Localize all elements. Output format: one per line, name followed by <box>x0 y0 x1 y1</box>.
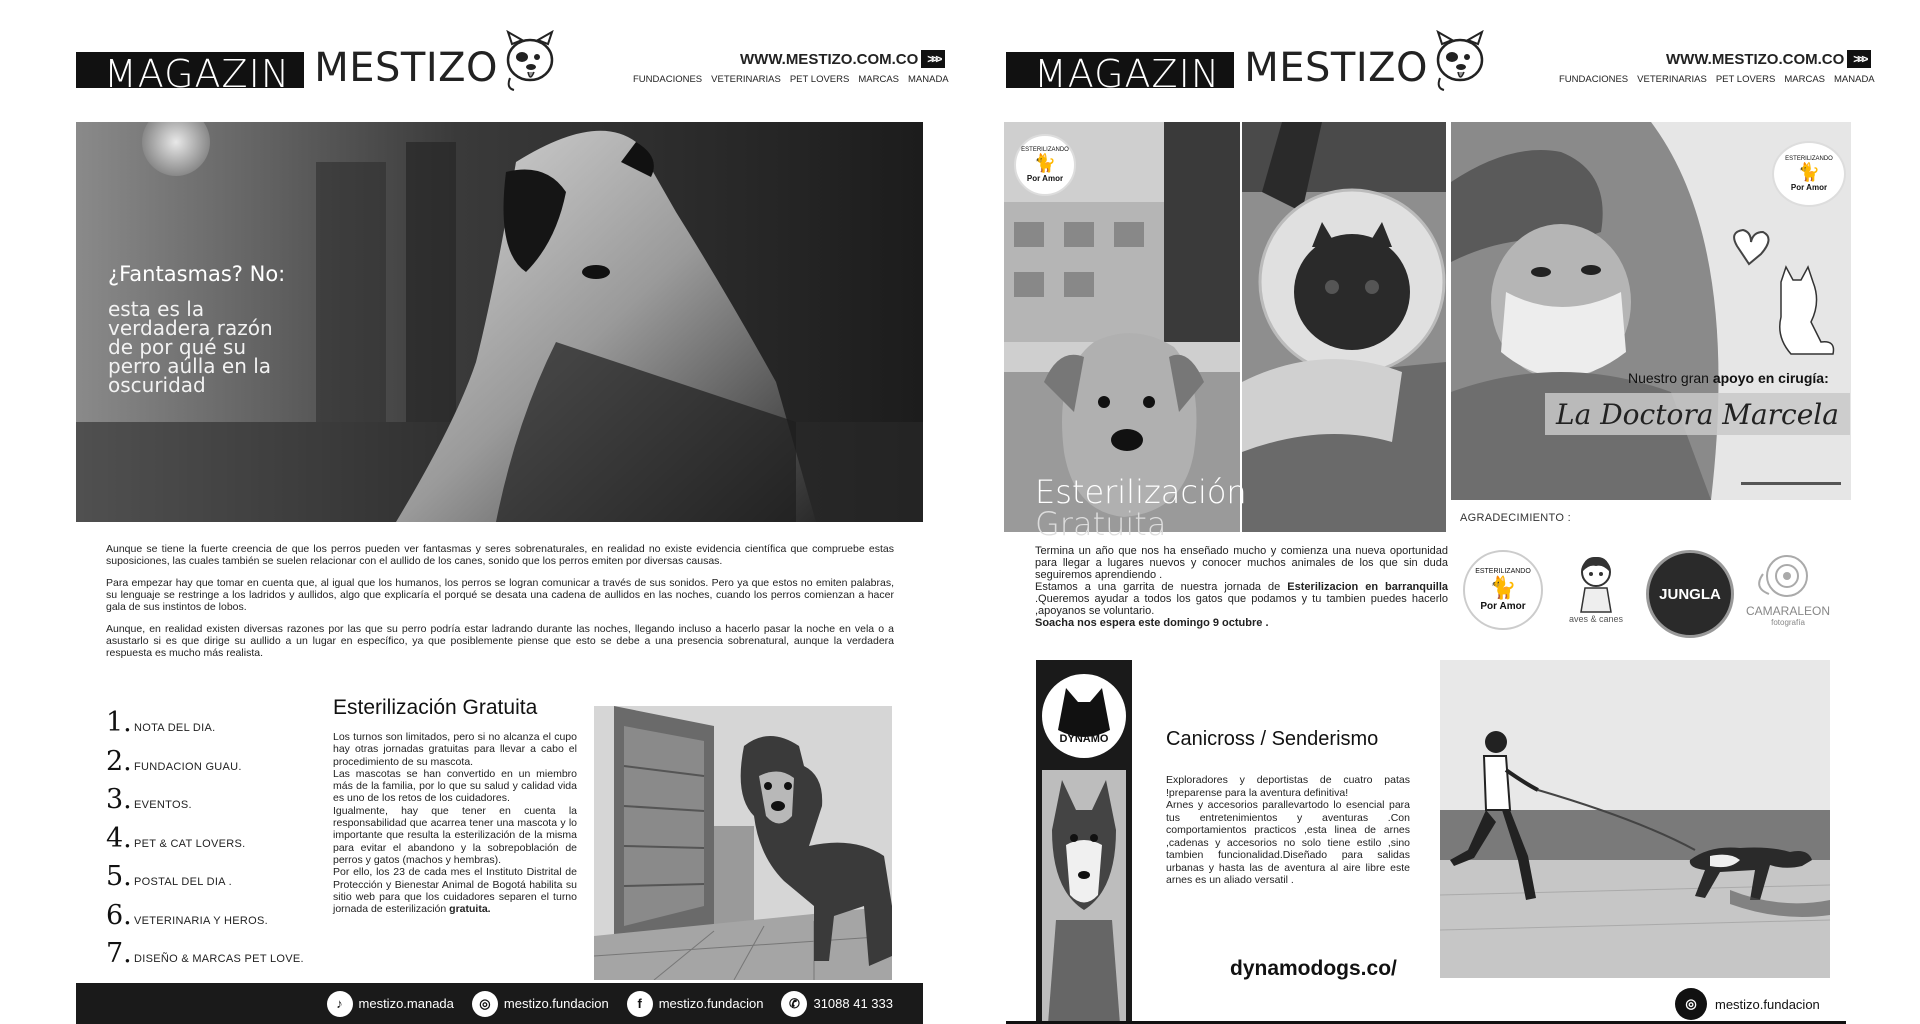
magazin-label: MAGAZIN <box>1006 52 1234 88</box>
sponsor-camaraleon-logo[interactable] <box>1736 548 1840 632</box>
aves-canes-text: aves & canes <box>1568 614 1624 624</box>
nav-marcas[interactable]: MARCAS <box>1784 74 1825 85</box>
list-item[interactable] <box>106 784 304 823</box>
masthead <box>1006 45 1488 91</box>
arrow-icon: >>> <box>921 50 945 68</box>
nav-manada[interactable]: MANADA <box>908 74 949 85</box>
doctor-caption-b: apoyo en cirugía: <box>1712 370 1829 386</box>
list-number: 1. <box>106 707 132 738</box>
beach-running-photo <box>1440 660 1830 978</box>
footer-social-bar <box>76 983 923 1024</box>
esterilizacion-right-p2 <box>1035 581 1448 617</box>
whatsapp-number: 31088 41 333 <box>813 996 893 1011</box>
list-number: 5. <box>106 861 132 892</box>
list-item[interactable] <box>106 861 304 900</box>
list-item[interactable] <box>106 823 304 862</box>
esterilizacion-p1: Los turnos son limitados, pero si no alcanza el cupo hay otras jornadas gratuitas para llevar a cabo el procedimiento de su mascota. <box>333 731 577 768</box>
nav-fundaciones[interactable]: FUNDACIONES <box>633 74 703 85</box>
list-item[interactable] <box>106 746 304 785</box>
list-item[interactable] <box>106 900 304 939</box>
tiktok-link[interactable] <box>327 991 454 1017</box>
instagram-link[interactable] <box>472 991 609 1017</box>
hero-question <box>108 262 285 286</box>
esterilizacion-right-p3: Soacha nos espera este domingo 9 octubre . <box>1035 617 1269 629</box>
dynamo-website-link[interactable]: dynamodogs.co/ <box>1230 957 1397 980</box>
badge-bottom-text: Por Amor <box>1480 601 1526 612</box>
instagram-link[interactable] <box>1675 988 1820 1020</box>
site-url-text: WWW.MESTIZO.COM.CO <box>1666 50 1845 68</box>
hero-subtitle: esta es la verdadera razón de por qué su perro aúlla en la oscuridad <box>108 297 273 397</box>
cat-icon: 🐈 <box>1489 575 1517 600</box>
street-dog-photo <box>594 706 892 980</box>
badge-top-text: ESTERILIZANDO <box>1475 568 1531 575</box>
hero-question-bold: ¿Fantasmas? <box>108 262 243 286</box>
esterilizacion-title: Esterilización Gratuita <box>333 696 538 719</box>
doctor-caption-a: Nuestro gran <box>1628 370 1713 386</box>
camaraleon-text: CAMARALEON <box>1745 603 1831 618</box>
nav-marcas[interactable]: MARCAS <box>858 74 899 85</box>
jungla-text: JUNGLA <box>1659 585 1721 603</box>
tiktok-icon: ♪ <box>327 991 353 1017</box>
list-label: FUNDACION GUAU. <box>134 760 242 773</box>
list-label: DISEÑO & MARCAS PET LOVE. <box>134 953 304 965</box>
tiktok-handle: mestizo.manada <box>358 996 454 1011</box>
esterilizacion-p4a: Por ello, los 23 de cada mes el Instituto Distrital de Protección y Bienestar Animal de Bogotá habilita su sitio web para que los cuidadores separen el turno jornada de esterilización <box>333 866 577 916</box>
list-number: 6. <box>106 899 132 931</box>
site-url[interactable] <box>1666 50 1871 68</box>
esterilizacion-p2: Las mascotas se han convertido en un miembro más de la familia, por lo que su salud y calidad vida es uno de los retos de los cuidadores. <box>333 767 577 805</box>
canicross-text <box>1166 774 1410 887</box>
dog-logo-icon <box>1432 30 1488 92</box>
esterilizacion-p3: Igualmente, hay que tener en cuenta la responsabilidad que acarrea tener una mascota y lo importante que resulta la esterilización de la misma para evitar el abandono y la sobrepoblación de perros y gatos (machos y hembras). <box>333 804 577 866</box>
instagram-icon: ◎ <box>1675 988 1707 1020</box>
masthead <box>76 45 558 91</box>
badge-bottom-text: Por Amor <box>1790 183 1828 192</box>
top-nav <box>1559 74 1875 85</box>
esterilizacion-right-p2b: Esterilizacion en barranquilla <box>1287 581 1449 593</box>
doctor-caption <box>1628 370 1829 386</box>
doctor-name: La Doctora Marcela <box>1545 393 1850 435</box>
article-paragraph-3: Aunque, en realidad existen diversas razones por las que su perro podría estar ladrando durante las noches, llegando incluso a hacerlo pasar la noche en vela o a asustarlo si es que dirige su aullido a un lugar en específico, ya que posiblemente piense que esto se debe a una presencia sobrenatural, aunque la verdadera respuesta es mucho más realista. <box>106 623 894 659</box>
dog-logo-icon <box>502 30 558 92</box>
cat-icon: 🐈 <box>1033 153 1057 173</box>
agradecimiento-label: AGRADECIMIENTO : <box>1460 512 1571 524</box>
nav-pet-lovers[interactable]: PET LOVERS <box>1715 74 1776 85</box>
esterilizacion-p4b: gratuita. <box>449 903 491 916</box>
instagram-handle: mestizo.fundacion <box>503 996 609 1011</box>
esterilizacion-text <box>333 731 577 915</box>
mestizo-label: MESTIZO <box>314 45 499 91</box>
list-number: 3. <box>106 784 132 815</box>
list-label: NOTA DEL DIA. <box>134 722 216 734</box>
camaraleon-subtext: fotografía <box>1771 617 1805 627</box>
nav-veterinarias[interactable]: VETERINARIAS <box>1637 74 1707 85</box>
list-number: 7. <box>106 938 132 969</box>
nav-pet-lovers[interactable]: PET LOVERS <box>789 74 850 85</box>
cat-icon: 🐈 <box>1797 162 1821 182</box>
article-paragraph-1: Aunque se tiene la fuerte creencia de que los perros pueden ver fantasmas y seres sobrenaturales, en realidad no existe evidencia científica que compruebe estas suposiciones, las cuales también se suelen relacionar con el aullido de los canes, sonido que los perros emiten por diversas causas. <box>106 543 894 567</box>
esterilizando-badge-small <box>1772 141 1846 207</box>
facebook-link[interactable] <box>627 991 764 1017</box>
sponsor-aves-canes-logo[interactable] <box>1558 546 1634 632</box>
article-body <box>106 543 894 669</box>
whatsapp-link[interactable] <box>781 991 893 1017</box>
list-number: 2. <box>106 745 132 777</box>
arrow-icon: >>> <box>1847 50 1871 68</box>
badge-bottom-text: Por Amor <box>1026 174 1064 183</box>
facebook-handle: mestizo.fundacion <box>658 996 764 1011</box>
esterilizacion-overlay-title <box>1035 473 1247 543</box>
esterilizacion-right-p2c: .Queremos ayudar a todos los gatos que podamos y tu tambien puedes hacerlo ,apoyanos se voluntario. <box>1035 593 1448 617</box>
list-label: EVENTOS. <box>134 799 192 811</box>
list-label: POSTAL DEL DIA . <box>134 876 232 888</box>
esterilizacion-title-line1: Esterilización <box>1035 473 1247 511</box>
esterilizacion-right-p1: Termina un año que nos ha enseñado mucho y comienza una nueva oportunidad para llegar a lugares nuevos y conocer muchos animales de los que sin duda seguiremos aprendiendo . <box>1035 545 1448 581</box>
esterilizacion-p4 <box>333 866 577 915</box>
canicross-p2: Arnes y accesorios parallevartodo lo esencial para tus entretenimientos y aventuras .Con comportamientos practicos ,esta linea de arnes ,cadenas y accesorios no solo tiene estilo ,sino tambien funcionalidad.Diseñado para salidas urbanas y hasta las de aventura al aire libre este arnes es un aliado versatil . <box>1166 799 1410 886</box>
badge-top-text: ESTERILIZANDO <box>1021 147 1069 153</box>
list-number: 4. <box>106 822 132 854</box>
instagram-handle: mestizo.fundacion <box>1715 996 1820 1012</box>
chameleon-icon <box>1753 554 1823 604</box>
nav-fundaciones[interactable]: FUNDACIONES <box>1559 74 1629 85</box>
sponsor-esterilizando-logo[interactable] <box>1463 550 1543 630</box>
list-item[interactable] <box>106 938 304 977</box>
canicross-p1: Exploradores y deportistas de cuatro patas !preparense para la aventura definitiva! <box>1166 774 1410 799</box>
whatsapp-icon: ✆ <box>781 991 807 1017</box>
mestizo-label: MESTIZO <box>1244 45 1429 91</box>
content-index-list <box>106 707 304 977</box>
esterilizando-badge <box>1014 134 1076 196</box>
girl-illustration-icon <box>1571 554 1621 614</box>
top-nav <box>633 74 949 85</box>
article-paragraph-2: Para empezar hay que tomar en cuenta que, al igual que los humanos, los perros se logran comunicar a través de sus sonidos. Pero ya que estos no emiten palabras, su lenguaje se restringe a los ladridos y aullidos, algo que explicaría el porqué se desata una cadena de aullidos en las noches, cuando los perros comienzan a hacer gala de sus instintos de lobos. <box>106 577 894 613</box>
nav-manada[interactable]: MANADA <box>1834 74 1875 85</box>
badge-top-text: ESTERILIZANDO <box>1785 156 1833 162</box>
cat-cone-photo <box>1242 122 1446 532</box>
sponsor-jungla-logo[interactable] <box>1646 550 1734 638</box>
site-url-text: WWW.MESTIZO.COM.CO <box>740 50 919 68</box>
svg-text:DYNAMO: DYNAMO <box>1059 733 1109 745</box>
canicross-title: Canicross / Senderismo <box>1166 728 1379 750</box>
dynamo-banner[interactable] <box>1036 660 1132 1024</box>
list-label: PET & CAT LOVERS. <box>134 837 246 850</box>
facebook-icon: f <box>627 991 653 1017</box>
esterilizacion-title-line2: Gratuita <box>1035 505 1167 543</box>
hero-question-no: No: <box>242 262 286 286</box>
list-item[interactable] <box>106 707 304 746</box>
list-label: VETERINARIA Y HEROS. <box>134 914 268 927</box>
esterilizacion-right-p2a: Estamos a una garrita de nuestra jornada de <box>1035 581 1288 593</box>
instagram-icon: ◎ <box>472 991 498 1017</box>
magazin-label: MAGAZIN <box>76 52 304 88</box>
nav-veterinarias[interactable]: VETERINARIAS <box>711 74 781 85</box>
site-url[interactable] <box>740 50 945 68</box>
esterilizacion-right-text <box>1035 545 1448 629</box>
